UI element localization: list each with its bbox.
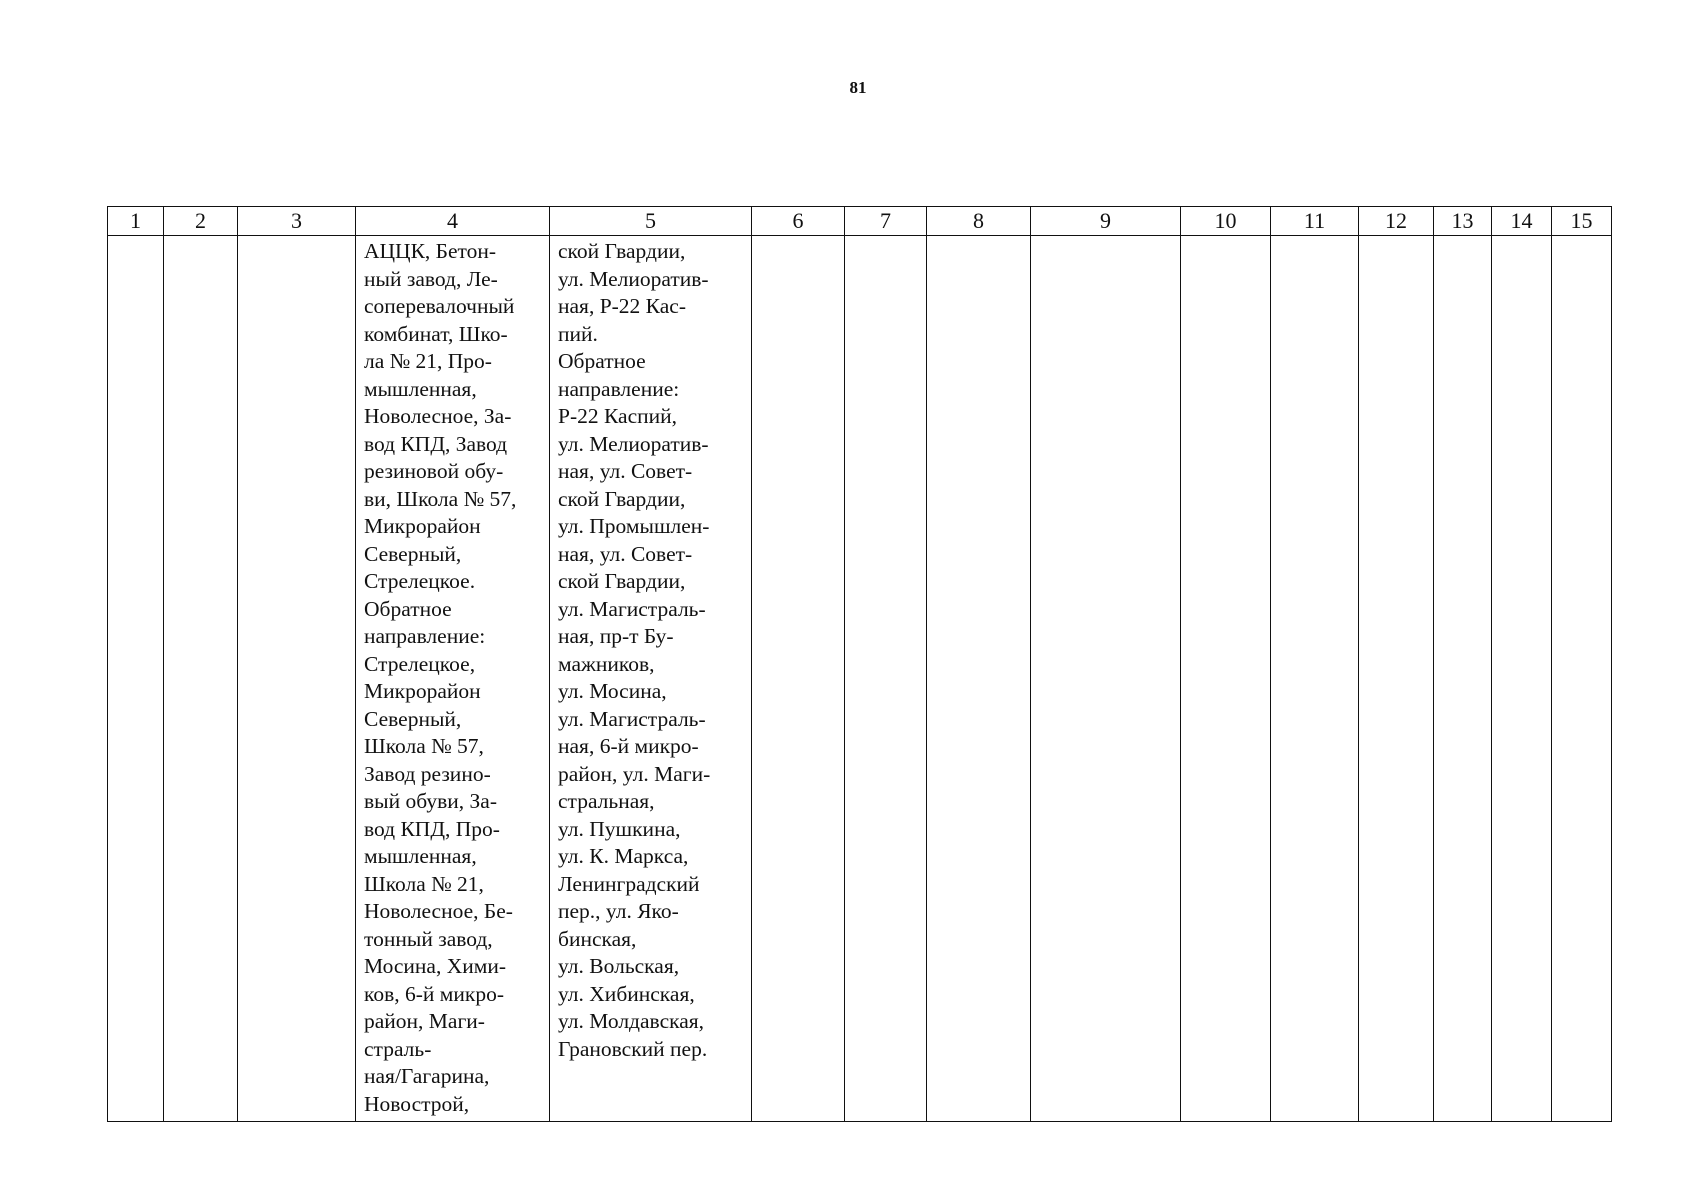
- table-row: [108, 236, 1612, 1122]
- cell-col-2: [164, 236, 238, 1122]
- cell-col-13: [1434, 236, 1492, 1122]
- cell-col-9: [1031, 236, 1181, 1122]
- route-table: [107, 206, 1612, 1122]
- column-header-4: 4: [356, 207, 550, 236]
- cell-col-12: [1359, 236, 1434, 1122]
- cell-col-5-streets: [550, 236, 752, 1122]
- cell-col-6: [752, 236, 845, 1122]
- column-header-7: 7: [845, 207, 927, 236]
- column-header-6: 6: [752, 207, 845, 236]
- column-header-3: 3: [238, 207, 356, 236]
- cell-col-11: [1271, 236, 1359, 1122]
- column-header-2: 2: [164, 207, 238, 236]
- column-header-1: 1: [108, 207, 164, 236]
- cell-col-14: [1492, 236, 1552, 1122]
- cell-col-1: [108, 236, 164, 1122]
- page-number: 81: [849, 78, 867, 97]
- cell-col-4-stops: [356, 236, 550, 1122]
- column-header-12: 12: [1359, 207, 1434, 236]
- cell-col-15: [1552, 236, 1612, 1122]
- column-header-11: 11: [1271, 207, 1359, 236]
- route-stops-text: АЦЦК, Бетон- ный завод, Ле- соперевалочный комбинат, Шко- ла № 21, Про- мышленная, Новолесное, За- вод КПД, Завод резиновой обу- ви, Школа № 57, Микрорайон Северный, Стрелецкое. Обратное направление: Стрелецкое, Микрорайон Северный, Школа № 57, Завод резино- вый обуви, За- вод КПД, Про- мышленная, Школа № 21, Новолесное, Бе- тонный завод, Мосина, Хими- ков, 6-й микро- район, Маги- страль- ная/Гагарина, Новострой,: [364, 239, 517, 1116]
- cell-col-7: [845, 236, 927, 1122]
- column-header-10: 10: [1181, 207, 1271, 236]
- column-header-5: 5: [550, 207, 752, 236]
- column-number-header-row: [108, 207, 1612, 236]
- column-header-8: 8: [927, 207, 1031, 236]
- column-header-13: 13: [1434, 207, 1492, 236]
- column-header-15: 15: [1552, 207, 1612, 236]
- column-header-14: 14: [1492, 207, 1552, 236]
- column-header-9: 9: [1031, 207, 1181, 236]
- cell-col-10: [1181, 236, 1271, 1122]
- cell-col-8: [927, 236, 1031, 1122]
- cell-col-3: [238, 236, 356, 1122]
- route-streets-text: ской Гвардии, ул. Мелиоратив- ная, Р-22 Кас- пий. Обратное направление: Р-22 Каспий, ул. Мелиоратив- ная, ул. Совет- ской Гвардии, ул. Промышлен- ная, ул. Совет- ской Гвардии, ул. Магистраль- ная, пр-т Бу- мажников, ул. Мосина, ул. Магистраль- ная, 6-й микро- район, ул. Маги- стральная, ул. Пушкина, ул. К. Маркса, Ленинградский пер., ул. Яко- бинская, ул. Вольская, ул. Хибинская, ул. Молдавская, Грановский пер.: [558, 239, 711, 1061]
